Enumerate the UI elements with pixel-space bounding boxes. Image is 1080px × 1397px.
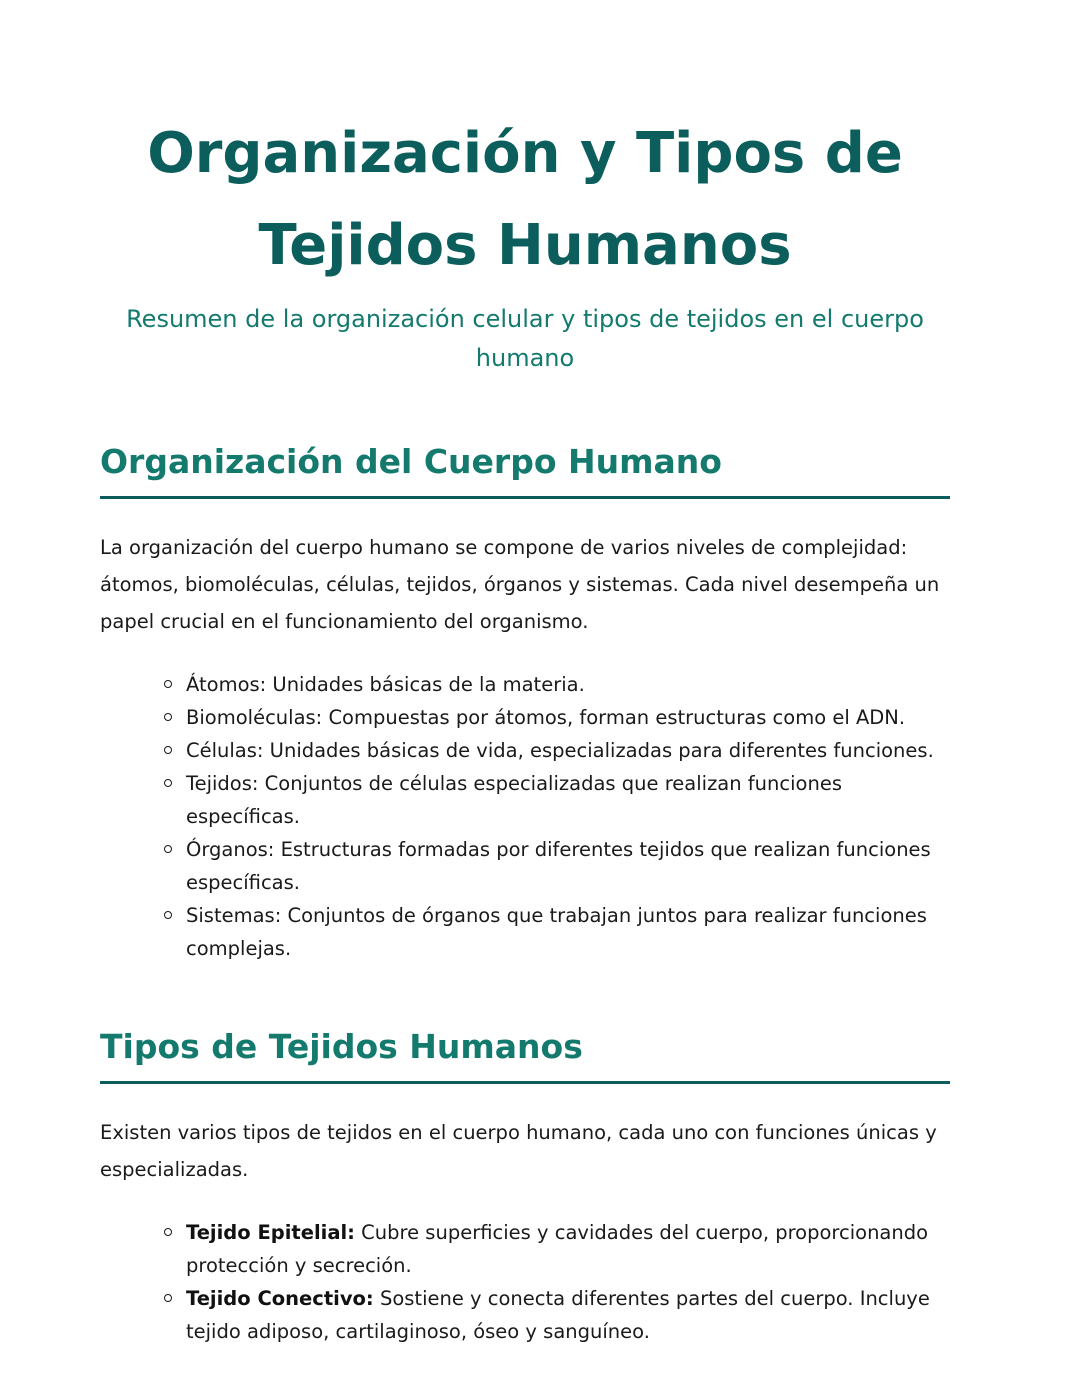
list-item	[186, 899, 950, 965]
page-subtitle: Resumen de la organización celular y tipos de tejidos en el cuerpo humano	[126, 305, 924, 372]
list-item	[186, 1216, 950, 1282]
list-item	[186, 1282, 950, 1348]
section-heading: Organización del Cuerpo Humano	[100, 440, 950, 499]
section-organizacion	[100, 440, 950, 965]
list-item-text: Sostiene y conecta diferentes partes del cuerpo. Incluye tejido adiposo, cartilaginoso, óseo y sanguíneo.	[186, 1287, 930, 1343]
list-item	[186, 668, 950, 701]
list-item-text: Órganos: Estructuras formadas por diferentes tejidos que realizan funciones específicas.	[186, 838, 931, 894]
section-paragraph: La organización del cuerpo humano se compone de varios niveles de complejidad: átomos, biomoléculas, células, tejidos, órganos y sistemas. Cada nivel desempeña un papel crucial en el funcionamiento del organismo.	[100, 536, 940, 633]
list-item	[186, 767, 950, 833]
list-item-term: Tejido Conectivo:	[186, 1287, 374, 1310]
list-item-term: Tejido Epitelial:	[186, 1221, 355, 1244]
list-item-text: Sistemas: Conjuntos de órganos que trabajan juntos para realizar funciones complejas.	[186, 904, 927, 960]
bullet-list	[100, 1216, 950, 1348]
list-item-text: Cubre superficies y cavidades del cuerpo, proporcionando protección y secreción.	[186, 1221, 929, 1277]
circle-bullet-icon	[164, 911, 172, 919]
circle-bullet-icon	[164, 779, 172, 787]
circle-bullet-icon	[164, 746, 172, 754]
circle-bullet-icon	[164, 845, 172, 853]
circle-bullet-icon	[164, 1294, 172, 1302]
list-item-text: Células: Unidades básicas de vida, especializadas para diferentes funciones.	[186, 739, 934, 762]
section-heading: Tipos de Tejidos Humanos	[100, 1025, 950, 1084]
list-item	[186, 833, 950, 899]
page-title: Organización y Tipos de Tejidos Humanos	[147, 121, 903, 278]
list-item	[186, 701, 950, 734]
circle-bullet-icon	[164, 680, 172, 688]
circle-bullet-icon	[164, 713, 172, 721]
section-paragraph: Existen varios tipos de tejidos en el cuerpo humano, cada uno con funciones únicas y especializadas.	[100, 1121, 937, 1181]
list-item-text: Átomos: Unidades básicas de la materia.	[186, 673, 585, 696]
list-item	[186, 734, 950, 767]
bullet-list	[100, 668, 950, 965]
list-item-text: Tejidos: Conjuntos de células especializadas que realizan funciones específicas.	[186, 772, 842, 828]
circle-bullet-icon	[164, 1228, 172, 1236]
section-tipos-tejidos	[100, 1025, 950, 1348]
list-item-text: Biomoléculas: Compuestas por átomos, forman estructuras como el ADN.	[186, 706, 906, 729]
